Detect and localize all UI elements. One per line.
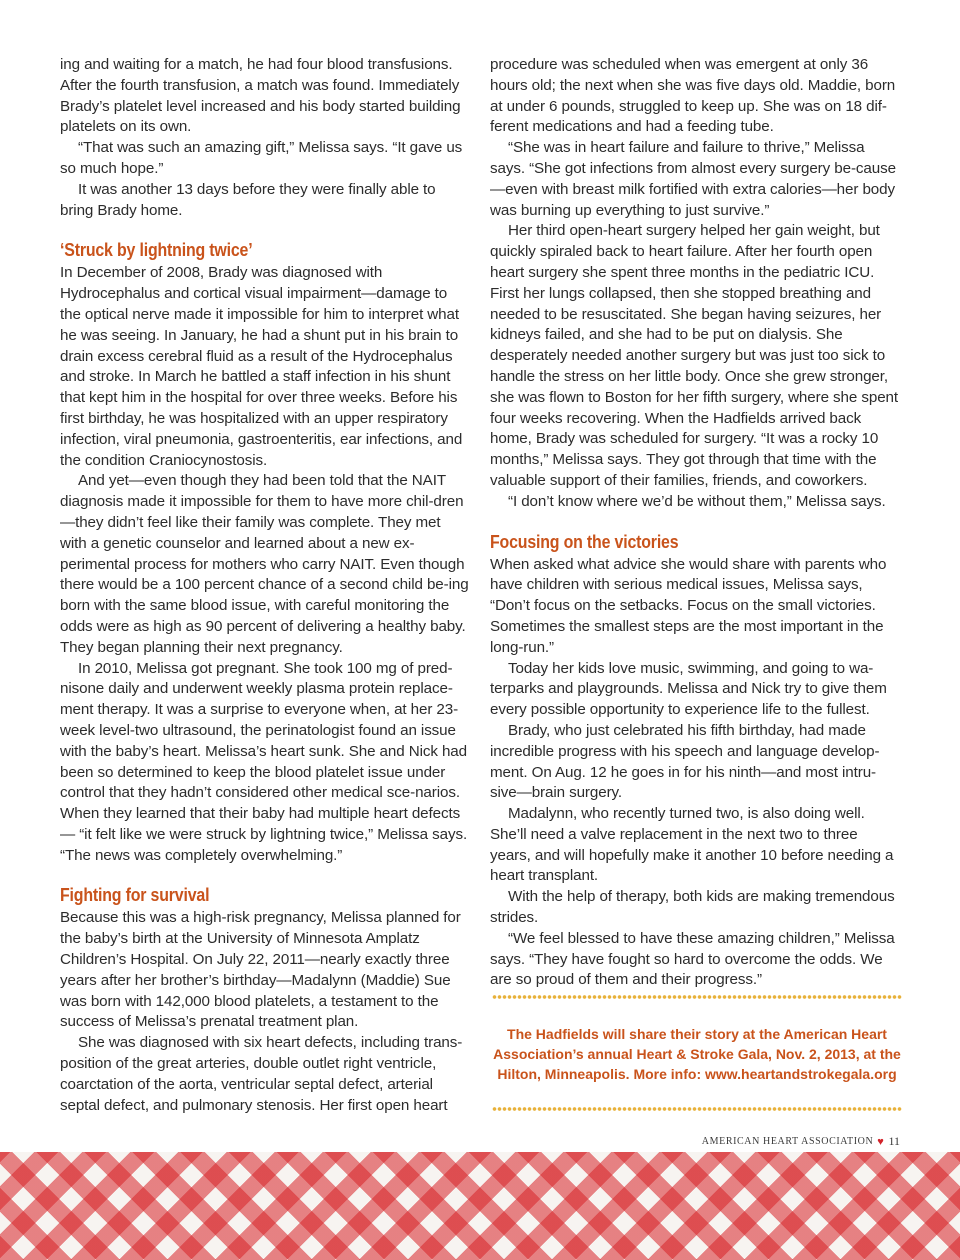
publisher-name: AMERICAN HEART ASSOCIATION: [701, 1136, 874, 1147]
heart-icon: ♥: [877, 1135, 885, 1148]
paragraph: “She was in heart failure and failure to thrive,” Melissa says. “She got infections from almost every surgery be-cause—even with breast milk fortified with extra calories—her body was burning up everything to just survive.”: [490, 139, 896, 219]
page-number: 11: [888, 1134, 900, 1148]
paragraph: “I don’t know where we’d be without them,” Melissa says.: [508, 492, 886, 510]
dotted-divider-top: [492, 994, 902, 1000]
paragraph: Brady, who just celebrated his fifth birthday, had made incredible progress with his speech and language develop-ment. On Aug. 12 he goes in for his ninth—and most intru-sive—brain surgery.: [490, 721, 880, 802]
paragraph: Her third open-heart surgery helped her gain weight, but quickly spiraled back to heart failure. After her fourth open heart surgery she spent three months in the pediatric ICU. First her lungs collapsed, then she stopped breathing and needed to be resuscitated. She began having seizures, her kidneys failed, and she had to be put on dialysis. She desperately needed another surgery but was just too sick to handle the stress on her little body. Once she grew stronger, she was flown to Boston for her fifth surgery, where she spent four weeks recovering. When the Hadfields arrived back home, Brady was scheduled for surgery. “It was a rocky 10 months,” Melissa says. They got through that time with the valuable support of their families, friends, and coworkers.: [490, 222, 899, 489]
left-column: [60, 55, 470, 1116]
dotted-divider-bottom: [492, 1106, 902, 1112]
event-callout: The Hadfields will share their story at the American Heart Association’s annual Heart & Stroke Gala, Nov. 2, 2013, at the Hilton, Minneapolis. More info: www.heartandstrokegala.org: [493, 1026, 901, 1082]
paragraph: ing and waiting for a match, he had four blood transfusions. After the fourth transfusion, a match was found. Immediately Brady’s platelet level increased and his body started building platelets on its own.: [60, 56, 461, 136]
paragraph: Today her kids love music, swimming, and going to wa-terparks and playgrounds. Melissa and Nick try to give them every possible opportunity to experience life to the fullest.: [490, 659, 887, 719]
paragraph: And yet—even though they had been told that the NAIT diagnosis made it impossible for them to have more chil-dren—they didn’t feel like their family was complete. They met with a genetic counselor and learned about a new ex-perimental process for mothers who carry NAIT. Even though there would be a 100 percent chance of a second child be-ing born with the same blood issue, with careful monitoring the odds were as high as 90 percent of delivering a healthy baby. They began planning their next pregnancy.: [60, 472, 469, 656]
paragraph: She was diagnosed with six heart defects, including trans-position of the great arteries, double outlet right ventricle, coarctation of the aorta, ventricular septal defect, arterial septal defect, and pulmonary stenosis. Her first open heart: [60, 1034, 463, 1114]
paragraph: procedure was scheduled when was emergent at only 36 hours old; the next when she was five days old. Maddie, born at under 6 pounds, struggled to keep up. She was on 18 dif-ferent medications and had a feeding tube.: [490, 56, 896, 136]
paragraph: “We feel blessed to have these amazing children,” Melissa says. “They have fought so hard to overcome the odds. We are so proud of them and their progress.”: [490, 929, 895, 989]
section-heading-struck-by-lightning: ‘Struck by lightning twice’: [60, 239, 253, 261]
right-column: [490, 55, 902, 991]
paragraph: “That was such an amazing gift,” Melissa says. “It gave us so much hope.”: [60, 139, 463, 177]
section-heading-fighting-for-survival: Fighting for survival: [60, 884, 210, 906]
section-heading-focusing-on-victories: Focusing on the victories: [490, 530, 679, 552]
paragraph: Because this was a high-risk pregnancy, Melissa planned for the baby’s birth at the University of Minnesota Amplatz Children’s Hospital. On July 22, 2011—nearly exactly three years after her brother’s birthday—Madalynn (Maddie) Sue was born with 142,000 blood platelets, a testament to the success of Melissa’s prenatal treatment plan.: [60, 909, 461, 1031]
paragraph: In December of 2008, Brady was diagnosed with Hydrocephalus and cortical visual impairment—damage to the optical nerve made it impossible for him to interpret what he was seeing. In January, he had a shunt put in his brain to drain excess cerebral fluid as a result of the Hydrocephalus and stroke. In March he battled a staff infection in his shunt that kept him in the hospital for over three weeks. Before his first birthday, he was hospitalized with an upper respiratory infection, viral pneumonia, gastroenteritis, ear infections, and the condition Craniocynostosis.: [60, 264, 463, 469]
paragraph: It was another 13 days before they were finally able to bring Brady home.: [60, 180, 436, 219]
paragraph: When asked what advice she would share with parents who have children with serious medical issues, Melissa says, “Don’t focus on the setbacks. Focus on the small victories. Sometimes the smallest steps are the most important in the long-run.”: [490, 555, 887, 656]
paragraph: With the help of therapy, both kids are making tremendous strides.: [490, 888, 895, 927]
page-footer: [702, 1134, 900, 1149]
paragraph: Madalynn, who recently turned two, is also doing well. She’ll need a valve replacement in the next two to three years, and will hopefully make it another 10 before needing a heart transplant.: [490, 805, 894, 885]
paragraph: In 2010, Melissa got pregnant. She took 100 mg of pred-nisone daily and underwent weekly plasma protein replace-ment therapy. It was a surprise to everyone when, at her 23-week level-two ultrasound, the perinatologist found an issue with the baby’s heart. Melissa’s heart sunk. She and Nick had been so determined to keep the blood platelet issue under control that they hadn’t considered other medical sce-narios. When they learned that their baby had multiple heart defects— “it felt like we were struck by lightning twice,” Melissa says. “The news was completely overwhelming.”: [60, 659, 468, 864]
gingham-tablecloth-border: [0, 1152, 960, 1260]
